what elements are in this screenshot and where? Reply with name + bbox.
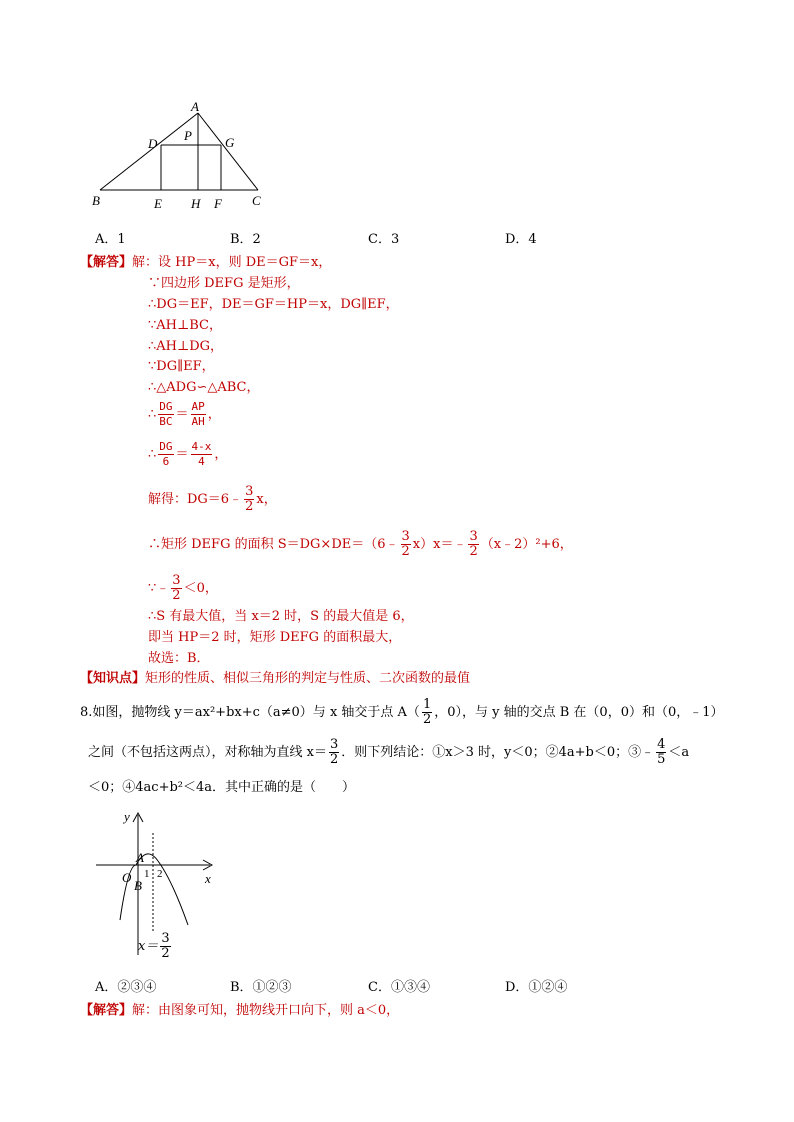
q8-option-c: C．①③④ — [368, 980, 430, 995]
label-h: H — [191, 196, 201, 211]
q7-area-expression — [148, 530, 573, 559]
label-c: C — [252, 193, 261, 208]
denominator: 2 — [329, 752, 339, 767]
numerator: DG — [159, 440, 173, 453]
equals: ＝ — [175, 447, 189, 462]
y-axis-label: y — [124, 809, 130, 824]
prefix: 解得：DG＝6﹣ — [148, 492, 243, 507]
numerator: 4 — [657, 737, 666, 752]
q7-solution-line3: ∵AH⊥BC， — [148, 318, 222, 333]
prefix: ∵﹣ — [148, 581, 170, 596]
denominator: 2 — [401, 544, 410, 559]
prefix: ∴ — [148, 407, 157, 422]
label-b: B — [92, 193, 100, 208]
knowledge-text: 矩形的性质、相似三角形的判定与性质、二次函数的最值 — [145, 671, 471, 686]
q7-knowledge-point — [80, 671, 470, 687]
text: ．则下列结论：①x＞3 时，y＜0；②4a+b＜0；③﹣ — [341, 745, 655, 760]
suffix: x， — [256, 492, 277, 507]
q8-solution-first-line — [80, 1003, 399, 1019]
denominator: 5 — [657, 752, 666, 767]
q7-proportion-2 — [148, 440, 227, 469]
label-f: F — [214, 196, 222, 211]
q7-solution-first-line — [80, 255, 331, 271]
q8-solution-tag: 【解答】 — [80, 1003, 133, 1018]
q7-proportion-1 — [148, 400, 221, 429]
q7-solution-line8: 即当 HP＝2 时，矩形 DEFG 的面积最大， — [148, 630, 402, 645]
q8-stem-line2 — [88, 738, 689, 767]
suffix: ， — [207, 407, 221, 422]
tick-2-label: 2 — [157, 868, 163, 880]
q7-option-c: C．3 — [368, 232, 400, 247]
suffix: ， — [214, 447, 228, 462]
q7-solution-line2: ∴DG＝EF，DE＝GF＝HP＝x，DG∥EF， — [148, 297, 399, 312]
label-d: D — [148, 136, 158, 151]
origin-label: O — [122, 870, 132, 885]
text: ＜a — [668, 745, 690, 760]
numerator: 3 — [329, 737, 339, 752]
suffix: （x﹣2）²+6， — [480, 537, 573, 552]
numerator: 3 — [401, 529, 410, 544]
point-b-label: B — [134, 878, 142, 893]
denominator: AH — [191, 415, 205, 428]
text: ，0），与 y 轴的交点 B 在（0，0）和（0，﹣1） — [434, 705, 724, 720]
numerator: 4-x — [191, 440, 212, 453]
text: 8.如图，抛物线 y＝ax²+bx+c（a≠0）与 x 轴交于点 A（ — [80, 705, 420, 720]
label-p: P — [184, 128, 192, 143]
denominator: 2 — [161, 946, 170, 961]
middle: x）x＝﹣ — [412, 537, 467, 552]
label-g: G — [225, 135, 235, 150]
denominator: 2 — [469, 544, 478, 559]
denominator: 2 — [172, 588, 181, 603]
suffix: ＜0， — [183, 581, 218, 596]
q8-stem-line1 — [80, 698, 724, 727]
q8-stem-line3: ＜0；④4ac+b²＜4a．其中正确的是（ ） — [88, 780, 356, 795]
q7-option-a: A．1 — [95, 232, 126, 247]
numerator: 3 — [161, 931, 170, 946]
numerator: 3 — [245, 484, 254, 499]
q7-solution-tag: 【解答】 — [80, 255, 133, 270]
numerator: 3 — [469, 529, 478, 544]
denominator: 2 — [245, 499, 254, 514]
q7-solution-line1: ∵四边形 DEFG 是矩形， — [148, 276, 300, 291]
q7-dg-solution — [148, 485, 277, 514]
q8-option-d: D．①②④ — [505, 980, 568, 995]
q7-solution-line4: ∴AH⊥DG， — [148, 339, 224, 354]
text: 之间（不包括这两点），对称轴为直线 x＝ — [88, 745, 327, 760]
denominator: 4 — [198, 455, 205, 468]
triangle-rectangle-figure — [88, 98, 278, 213]
q7-solution-line6: ∴△ADG∽△ABC， — [148, 380, 260, 395]
q7-solution-line0: 解：设 HP＝x，则 DE＝GF＝x， — [132, 255, 332, 270]
denominator: 6 — [162, 455, 170, 468]
q8-option-a: A．②③④ — [95, 980, 157, 995]
q7-solution-line7: ∴S 有最大值，当 x＝2 时，S 的最大值是 6， — [148, 609, 414, 624]
numerator: DG — [159, 400, 173, 413]
label-a: A — [191, 99, 199, 114]
q7-solution-line9: 故选：B． — [148, 651, 210, 666]
tick-1-label: 1 — [144, 868, 150, 880]
q7-coefficient-negative — [148, 574, 218, 603]
x-axis-label: x — [205, 871, 211, 886]
q7-option-d: D．4 — [505, 232, 537, 247]
denominator: 2 — [422, 712, 432, 727]
prefix: ∴矩形 DEFG 的面积 S＝DG×DE＝（6﹣ — [148, 537, 399, 552]
text: x＝ — [138, 939, 159, 954]
point-a-label: A — [136, 850, 144, 865]
denominator: BC — [159, 415, 173, 428]
prefix: ∴ — [148, 447, 157, 462]
q7-option-b: B．2 — [230, 232, 261, 247]
q8-solution-text: 解：由图象可知，抛物线开口向下，则 a＜0， — [132, 1003, 400, 1018]
numerator: AP — [191, 400, 205, 413]
numerator: 3 — [172, 573, 181, 588]
q7-solution-line5: ∵DG∥EF， — [148, 359, 215, 374]
symmetry-axis-label — [138, 932, 173, 961]
numerator: 1 — [422, 697, 432, 712]
q8-option-b: B．①②③ — [230, 980, 292, 995]
knowledge-tag: 【知识点】 — [80, 671, 146, 686]
label-e: E — [154, 196, 162, 211]
equals: ＝ — [175, 407, 189, 422]
